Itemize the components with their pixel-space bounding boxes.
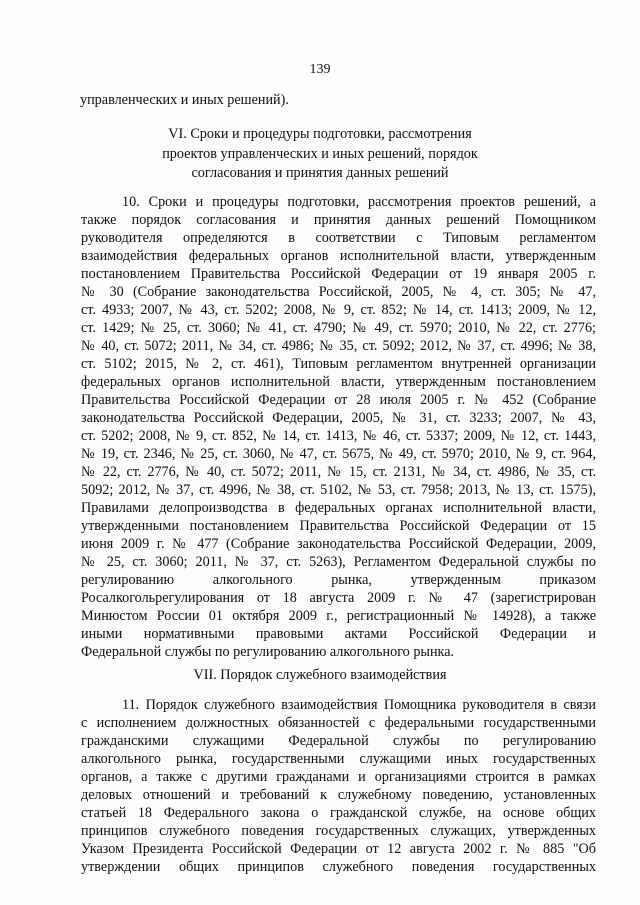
paragraph-line: также порядок согласования и принятия данных решений Помощником xyxy=(81,212,596,228)
paragraph-line: ст. 4933; 2007, № 43, ст. 5202; 2008, № 9, ст. 852; № 14, ст. 1413; 2009, № 12, xyxy=(81,302,596,318)
continuation-line: управленческих и иных решений). xyxy=(80,92,289,108)
paragraph-line: 11. Порядок служебного взаимодействия Помощника руководителя в связи xyxy=(122,697,596,713)
paragraph-line: гражданскими служащими Федеральной службы по регулированию xyxy=(81,733,596,749)
paragraph-line: деловых отношений и требований к служебному поведению, установленных xyxy=(81,787,596,803)
paragraph-line: принципов служебного поведения государственных служащих, утвержденных xyxy=(81,823,596,839)
section-6-title-line: согласования и принятия данных решений xyxy=(191,165,449,181)
paragraph-line: с исполнением должностных обязанностей с федеральными государственными xyxy=(81,715,596,731)
section-7-heading: VII. Порядок служебного взаимодействия xyxy=(193,667,447,683)
paragraph-line: № 19, ст. 2346, № 25, ст. 3060, № 47, ст. 5675, № 49, ст. 5970; 2010, № 9, ст. 964, xyxy=(81,446,596,462)
paragraph-line: утверждении общих принципов служебного поведения государственных xyxy=(81,859,596,875)
paragraph-line: Правилами делопроизводства в федеральных органах исполнительной власти, xyxy=(81,500,596,516)
paragraph-line: № 25, ст. 3060; 2011, № 37, ст. 5263), Регламентом Федеральной службы по xyxy=(81,554,596,570)
paragraph-line: ст. 1429; № 25, ст. 3060; № 41, ст. 4790; № 49, ст. 5970; 2010, № 22, ст. 2776; xyxy=(81,320,596,336)
paragraph-line: № 40, ст. 5072; 2011, № 34, ст. 4986; № 35, ст. 5092; 2012, № 37, ст. 4996; № 38, xyxy=(81,338,596,354)
paragraph-line: ст. 5202; 2008, № 9, ст. 852, № 14, ст. 1413, № 46, ст. 5337; 2009, № 12, ст. 1443, xyxy=(81,428,596,444)
paragraph-line: регулированию алкогольного рынка, утвержденным приказом xyxy=(81,572,596,588)
paragraph-line: органов, а также с другими гражданами и организациями строится в рамках xyxy=(81,769,596,785)
paragraph-line: федеральных органов исполнительной власти, утвержденным постановлением xyxy=(81,374,596,390)
paragraph-line: иными нормативными правовыми актами Российской Федерации и xyxy=(81,626,596,642)
paragraph-line: № 30 (Собрание законодательства Российской, 2005, № 4, ст. 305; № 47, xyxy=(81,284,596,300)
paragraph-line: Росалкогольрегулирования от 18 августа 2009 г. № 47 (зарегистрирован xyxy=(81,590,596,606)
paragraph-line: июня 2009 г. № 477 (Собрание законодательства Российской Федерации, 2009, xyxy=(81,536,596,552)
paragraph-line: 5092; 2012, № 37, ст. 4996, № 38, ст. 5102, № 53, ст. 7958; 2013, № 13, ст. 1575), xyxy=(81,482,596,498)
paragraph-line: 10. Сроки и процедуры подготовки, рассмотрения проектов решений, а xyxy=(122,194,596,210)
paragraph-line: постановлением Правительства Российской Федерации от 19 января 2005 г. xyxy=(81,266,596,282)
paragraph-line: алкогольного рынка, государственными служащими иных государственных xyxy=(81,751,596,767)
paragraph-line: ст. 5102; 2015, № 2, ст. 461), Типовым регламентом внутренней организации xyxy=(81,356,596,372)
paragraph-line: законодательства Российской Федерации, 2005, № 31, ст. 3233; 2007, № 43, xyxy=(81,410,596,426)
paragraph-line: утвержденными постановлением Правительства Российской Федерации от 15 xyxy=(81,518,596,534)
paragraph-line: руководителя определяются в соответствии с Типовым регламентом xyxy=(81,230,596,246)
paragraph-line: взаимодействия федеральных органов исполнительной власти, утвержденным xyxy=(81,248,596,264)
section-6-title-line: VI. Сроки и процедуры подготовки, рассмотрения xyxy=(168,126,472,142)
paragraph-line: Правительства Российской Федерации от 28 июля 2005 г. № 452 (Собрание xyxy=(81,392,596,408)
paragraph-line: № 22, ст. 2776, № 40, ст. 5072; 2011, № 15, ст. 2131, № 34, ст. 4986, № 35, ст. xyxy=(81,464,596,480)
paragraph-last-line: Федеральной службы по регулированию алкогольного рынка. xyxy=(81,644,455,660)
paragraph-line: статьей 18 Федерального закона о гражданской службе, на основе общих xyxy=(81,805,596,821)
page-number: 139 xyxy=(309,62,331,77)
paragraph-line: Указом Президента Российской Федерации от 12 августа 2002 г. № 885 "Об xyxy=(81,841,596,857)
section-6-title-line: проектов управленческих и иных решений, порядок xyxy=(162,146,478,162)
paragraph-line: Минюстом России 01 октября 2009 г., регистрационный № 14928), а также xyxy=(81,608,596,624)
